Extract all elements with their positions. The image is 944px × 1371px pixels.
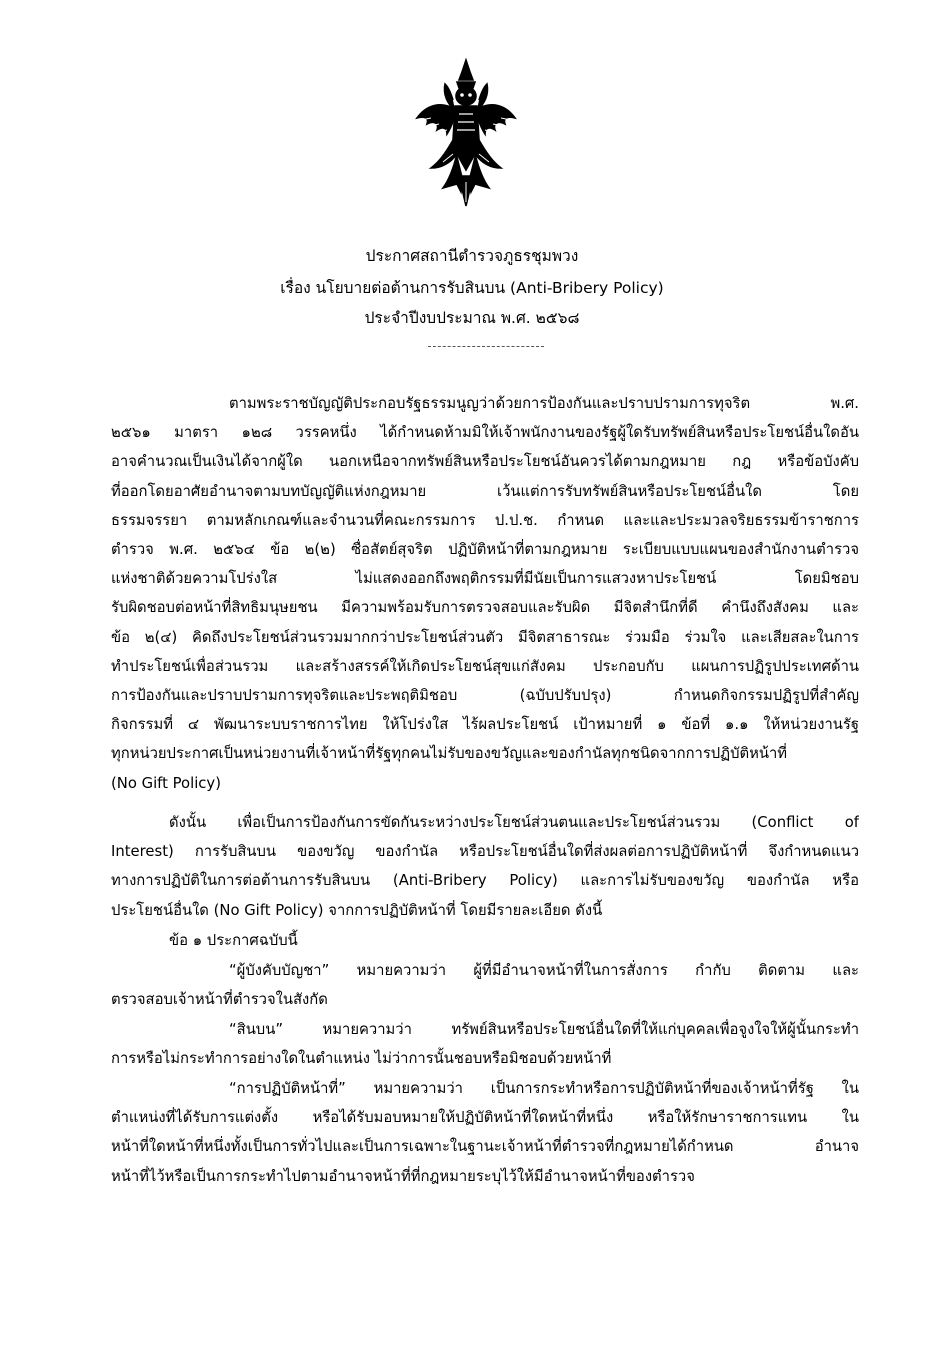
paragraph-line: “ผู้บังคับบัญชา” หมายความว่า ผู้ที่มีอำนาจหน้าที่ในการสั่งการ กำกับ ติดตาม และ xyxy=(229,962,859,979)
paragraph-line: กิจกรรมที่ ๔ พัฒนาระบบราชการไทย ให้โปร่งใส ไร้ผลประโยชน์ เป้าหมายที่ ๑ ข้อที่ ๑.๑ ให้หน่วยงานรัฐ xyxy=(111,716,859,734)
paragraph-legal-basis xyxy=(111,389,859,798)
definition-supervisor xyxy=(111,956,859,1014)
paragraph-line: ประโยชน์อื่นใด (No Gift Policy) จากการปฏิบัติหน้าที่ โดยมีรายละเอียด ดังนี้ xyxy=(111,901,603,919)
paragraph-line: ๒๕๖๑ มาตรา ๑๒๘ วรรคหนึ่ง ได้กำหนดห้ามมิให้เจ้าพนักงานของรัฐผู้ใดรับทรัพย์สินหรือประโยชน์อื่นใดอัน xyxy=(111,424,859,442)
paragraph-line: การหรือไม่กระทำการอย่างใดในตำแหน่ง ไม่ว่าการนั้นชอบหรือมิชอบด้วยหน้าที่ xyxy=(111,1050,612,1068)
clause-1-heading xyxy=(111,926,859,955)
garuda-emblem-icon xyxy=(413,58,519,208)
announcement-title: ประกาศสถานีตำรวจภูธรชุมพวง xyxy=(365,247,579,265)
paragraph-line: “สินบน” หมายความว่า ทรัพย์สินหรือประโยชน์อื่นใดที่ให้แก่บุคคลเพื่อจูงใจให้ผู้นั้นกระทำ xyxy=(229,1021,859,1038)
paragraph-line: หน้าที่ใดหน้าที่หนึ่งทั้งเป็นการทั่วไปและเป็นการเฉพาะในฐานะเจ้าหน้าที่ตำรวจที่กฎหมายได้กำหนด อำนาจ xyxy=(111,1138,859,1156)
paragraph-line: รับผิดชอบต่อหน้าที่สิทธิมนุษยชน มีความพร้อมรับการตรวจสอบและรับผิด มีจิตสำนึกที่ดี คำนึงถึงสังคม และ xyxy=(111,599,859,617)
paragraph-line: แห่งชาติด้วยความโปร่งใส ไม่แสดงออกถึงพฤติกรรมที่มีนัยเป็นการแสวงหาประโยชน์ โดยมิชอบ xyxy=(111,570,859,588)
announcement-subject: เรื่อง นโยบายต่อต้านการรับสินบน (Anti-Bribery Policy) xyxy=(280,279,664,297)
heading-separator xyxy=(428,346,544,347)
paragraph-line: ทำประโยชน์เพื่อส่วนรวม และสร้างสรรค์ให้เกิดประโยชน์สุขแก่สังคม ประกอบกับ แผนการปฏิรูปประเทศด้าน xyxy=(111,657,859,675)
paragraph-line: ทุกหน่วยประกาศเป็นหน่วยงานที่เจ้าหน้าที่รัฐทุกคนไม่รับของขวัญและของกำนัลทุกชนิดจากการปฏิบัติหน้าที่ xyxy=(111,745,788,763)
paragraph-line: “การปฏิบัติหน้าที่” หมายความว่า เป็นการกระทำหรือการปฏิบัติหน้าที่ของเจ้าหน้าที่รัฐ ใน xyxy=(229,1080,859,1097)
paragraph-line: ตำรวจ พ.ศ. ๒๕๖๔ ข้อ ๒(๒) ซื่อสัตย์สุจริต ปฏิบัติหน้าที่ตามกฎหมาย ระเบียบแบบแผนของสำนักงานตำรวจ xyxy=(111,541,859,559)
paragraph-line: ตรวจสอบเจ้าหน้าที่ตำรวจในสังกัด xyxy=(111,991,328,1009)
paragraph-line: ดังนั้น เพื่อเป็นการป้องกันการขัดกันระหว่างประโยชน์ส่วนตนและประโยชน์ส่วนรวม (Conflict of xyxy=(169,814,859,831)
paragraph-line: (No Gift Policy) xyxy=(111,774,221,792)
paragraph-line: หน้าที่ไว้หรือเป็นการกระทำไปตามอำนาจหน้าที่ที่กฎหมายระบุไว้ให้มีอำนาจหน้าที่ของตำรวจ xyxy=(111,1167,695,1185)
paragraph-line: ข้อ ๒(๔) คิดถึงประโยชน์ส่วนรวมมากกว่าประโยชน์ส่วนตัว มีจิตสาธารณะ ร่วมมือ ร่วมใจ และเสียสละในการ xyxy=(111,628,859,646)
paragraph-line: ตามพระราชบัญญัติประกอบรัฐธรรมนูญว่าด้วยการป้องกันและปราบปรามการทุจริต พ.ศ. xyxy=(229,395,859,412)
paragraph-line: ทางการปฏิบัติในการต่อต้านการรับสินบน (Anti-Bribery Policy) และการไม่รับของขวัญ ของกำนัล หรือ xyxy=(111,872,859,890)
paragraph-line: ข้อ ๑ ประกาศฉบับนี้ xyxy=(169,932,298,949)
paragraph-therefore xyxy=(111,808,859,925)
paragraph-line: การป้องกันและปราบปรามการทุจริตและประพฤติมิชอบ (ฉบับปรับปรุง) กำหนดกิจกรรมปฏิรูปที่สำคัญ xyxy=(111,687,859,705)
paragraph-line: Interest) การรับสินบน ของขวัญ ของกำนัล หรือประโยชน์อื่นใดที่ส่งผลต่อการปฏิบัติหน้าที่ จึงกำหนดแนว xyxy=(111,843,859,861)
paragraph-line: อาจคำนวณเป็นเงินได้จากผู้ใด นอกเหนือจากทรัพย์สินหรือประโยชน์อันควรได้ตามกฎหมาย กฎ หรือข้อบังคับ xyxy=(111,453,859,471)
paragraph-line: ธรรมจรรยา ตามหลักเกณฑ์และจำนวนที่คณะกรรมการ ป.ป.ช. กำหนด และและประมวลจริยธรรมข้าราชการ xyxy=(111,511,859,529)
paragraph-line: ที่ออกโดยอาศัยอำนาจตามบทบัญญัติแห่งกฎหมาย เว้นแต่การรับทรัพย์สินหรือประโยชน์อื่นใด โดย xyxy=(111,482,859,500)
definition-performance-of-duty xyxy=(111,1074,859,1191)
announcement-fiscal-year: ประจำปีงบประมาณ พ.ศ. ๒๕๖๘ xyxy=(364,309,580,327)
paragraph-line: ตำแหน่งที่ได้รับการแต่งตั้ง หรือได้รับมอบหมายให้ปฏิบัติหน้าที่ใดหน้าที่หนึ่ง หรือให้รักษาราชการแทน ใน xyxy=(111,1109,859,1127)
definition-bribe xyxy=(111,1015,859,1073)
